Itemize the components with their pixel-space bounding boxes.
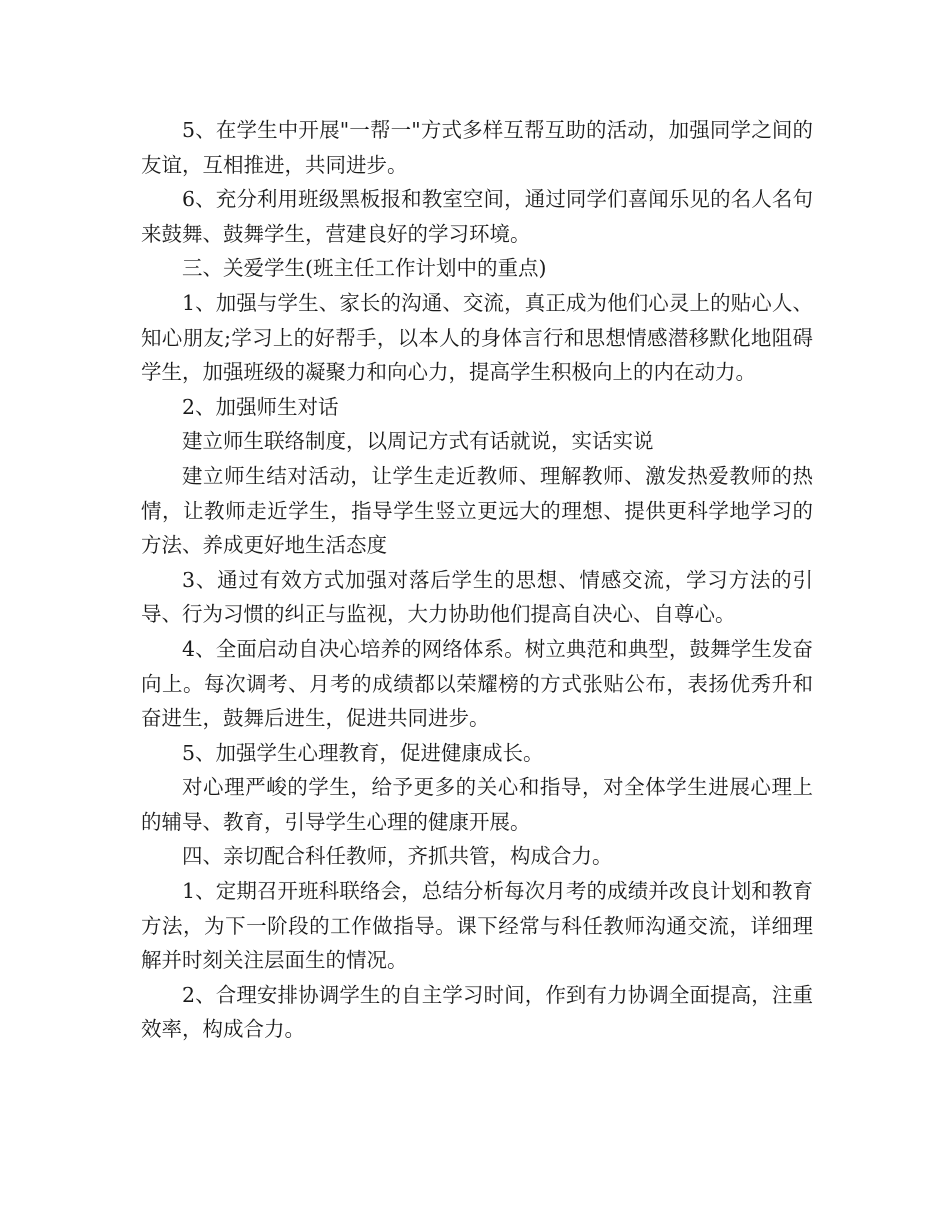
- section-heading: 四、亲切配合科任教师，齐抓共管，构成合力。: [182, 844, 613, 869]
- paragraph: 3、通过有效方式加强对落后学生的思想、情感交流，学习方法的引导、行为习惯的纠正与监视，大力协助他们提高自决心、自尊心。: [141, 567, 813, 627]
- document-body: [141, 113, 813, 1047]
- paragraph: 1、加强与学生、家长的沟通、交流，真正成为他们心灵上的贴心人、知心朋友;学习上的好帮手，以本人的身体言行和思想情感潜移默化地阻碍学生，加强班级的凝聚力和向心力，提高学生积极向上的内在动力。: [141, 290, 813, 385]
- section-heading: 三、关爱学生(班主任工作计划中的重点): [182, 256, 547, 281]
- paragraph: 5、在学生中开展"一帮一"方式多样互帮互助的活动，加强同学之间的友谊，互相推进，共同进步。: [141, 118, 813, 177]
- paragraph: 2、加强师生对话: [182, 394, 339, 419]
- paragraph: 建立师生联络制度，以周记方式有话就说，实话实说: [182, 429, 654, 454]
- paragraph: 5、加强学生心理教育，促进健康成长。: [182, 740, 544, 765]
- paragraph: 建立师生结对活动，让学生走近教师、理解教师、激发热爱教师的热情，让教师走近学生，指导学生竖立更远大的理想、提供更科学地学习的方法、养成更好地生活态度: [141, 463, 813, 558]
- paragraph: 6、充分利用班级黑板报和教室空间，通过同学们喜闻乐见的名人名句来鼓舞、鼓舞学生，营建良好的学习环境。: [141, 187, 813, 246]
- paragraph: 1、定期召开班科联络会，总结分析每次月考的成绩并改良计划和教育方法，为下一阶段的工作做指导。课下经常与科任教师沟通交流，详细理解并时刻关注层面生的情况。: [141, 879, 813, 973]
- paragraph: 4、全面启动自决心培养的网络体系。树立典范和典型，鼓舞学生发奋向上。每次调考、月考的成绩都以荣耀榜的方式张贴公布，表扬优秀升和奋进生，鼓舞后进生，促进共同进步。: [141, 636, 813, 731]
- paragraph: 2、合理安排协调学生的自主学习时间，作到有力协调全面提高，注重效率，构成合力。: [141, 982, 813, 1042]
- paragraph: 对心理严峻的学生，给予更多的关心和指导，对全体学生进展心理上的辅导、教育，引导学生心理的健康开展。: [141, 775, 813, 834]
